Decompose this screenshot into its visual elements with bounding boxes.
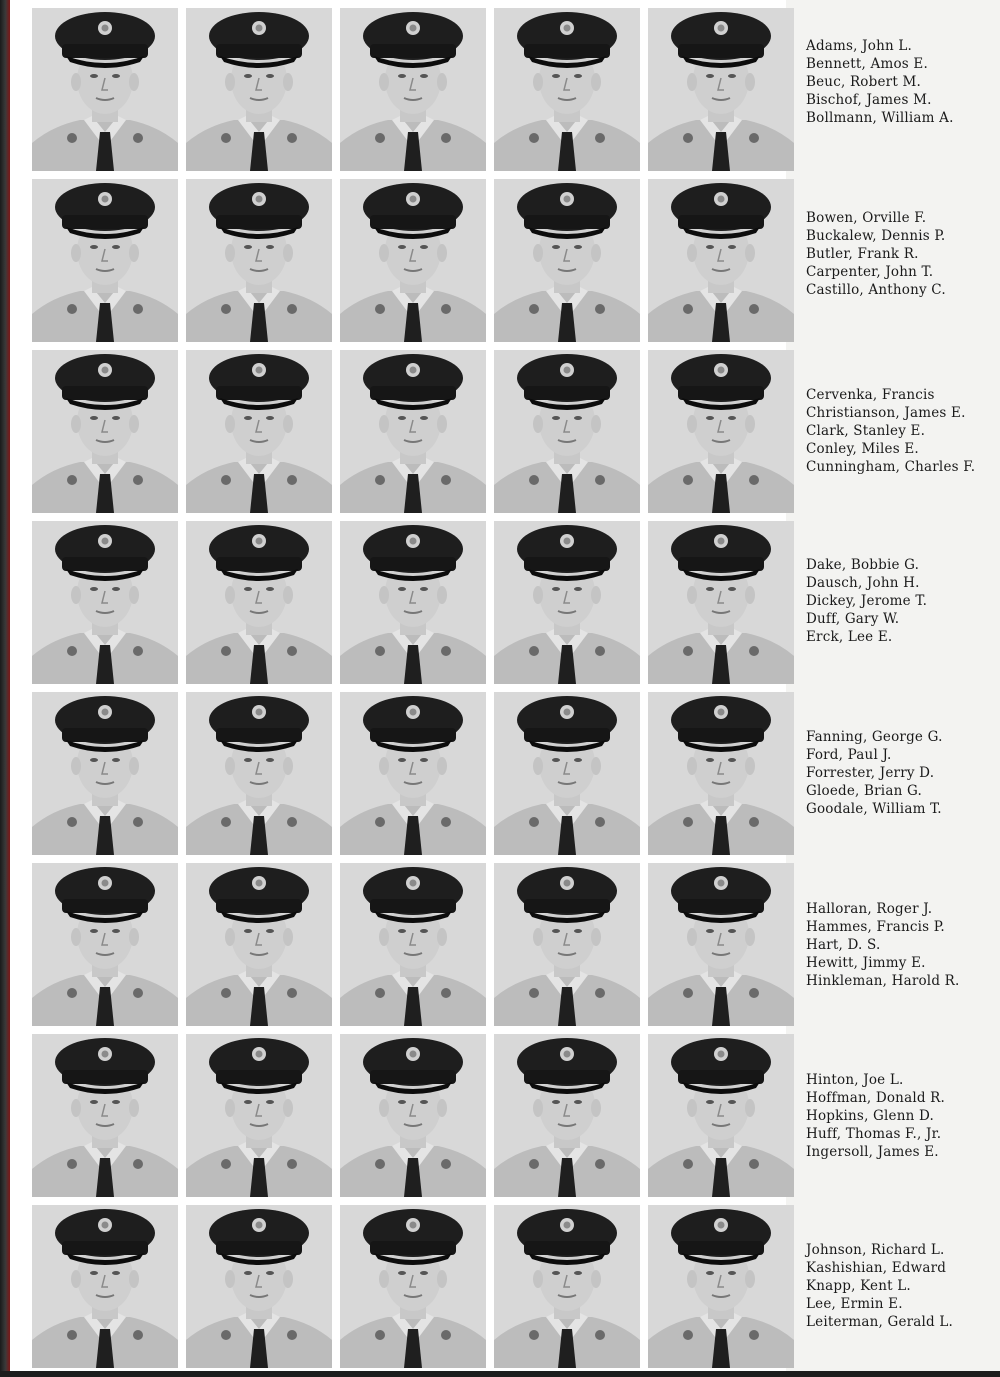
soldier-portrait-icon <box>340 863 486 1026</box>
soldier-portrait-icon <box>494 350 640 513</box>
name-entry: Knapp, Kent L. <box>806 1278 911 1294</box>
name-entry: Goodale, William T. <box>806 801 942 817</box>
name-list <box>806 209 996 299</box>
soldier-portrait-icon <box>32 8 178 171</box>
soldier-portrait-icon <box>648 1205 794 1368</box>
name-entry: Huff, Thomas F., Jr. <box>806 1126 942 1142</box>
name-entry: Hart, D. S. <box>806 937 881 953</box>
soldier-portrait-icon <box>340 8 486 171</box>
soldier-portrait-icon <box>648 350 794 513</box>
name-entry: Erck, Lee E. <box>806 629 893 645</box>
soldier-portrait-icon <box>494 863 640 1026</box>
name-entry: Bennett, Amos E. <box>806 56 928 72</box>
soldier-portrait-icon <box>186 8 332 171</box>
name-entry: Carpenter, John T. <box>806 264 934 280</box>
name-entry: Hewitt, Jimmy E. <box>806 955 926 971</box>
soldier-portrait-icon <box>340 1034 486 1197</box>
photo-grid <box>10 0 786 1377</box>
name-list <box>806 900 996 990</box>
page-bottom-edge <box>0 1371 1000 1377</box>
soldier-portrait-icon <box>648 521 794 684</box>
name-entry: Kashishian, Edward <box>806 1260 947 1276</box>
name-list <box>806 1241 996 1331</box>
name-entry: Bischof, James M. <box>806 92 932 108</box>
soldier-portrait-icon <box>494 1205 640 1368</box>
name-entry: Cervenka, Francis <box>806 387 935 403</box>
name-entry: Dickey, Jerome T. <box>806 593 928 609</box>
name-entry: Leiterman, Gerald L. <box>806 1314 954 1330</box>
portrait-row <box>22 350 782 513</box>
soldier-portrait-icon <box>494 692 640 855</box>
soldier-portrait-icon <box>32 1205 178 1368</box>
soldier-portrait-icon <box>648 8 794 171</box>
soldier-portrait-icon <box>494 1034 640 1197</box>
soldier-portrait-icon <box>32 179 178 342</box>
name-entry: Ford, Paul J. <box>806 747 892 763</box>
soldier-portrait-icon <box>32 350 178 513</box>
name-entry: Hinton, Joe L. <box>806 1072 904 1088</box>
soldier-portrait-icon <box>340 521 486 684</box>
name-entry: Dake, Bobbie G. <box>806 557 920 573</box>
name-entry: Cunningham, Charles F. <box>806 459 976 475</box>
portrait-row <box>22 1205 782 1368</box>
name-entry: Adams, John L. <box>806 38 913 54</box>
name-entry: Conley, Miles E. <box>806 441 919 457</box>
name-entry: Hoffman, Donald R. <box>806 1090 946 1106</box>
name-entry: Hinkleman, Harold R. <box>806 973 960 989</box>
soldier-portrait-icon <box>32 1034 178 1197</box>
name-entry: Forrester, Jerry D. <box>806 765 935 781</box>
name-entry: Dausch, John H. <box>806 575 920 591</box>
name-entry: Clark, Stanley E. <box>806 423 926 439</box>
soldier-portrait-icon <box>648 692 794 855</box>
name-list <box>806 37 996 127</box>
soldier-portrait-icon <box>186 179 332 342</box>
name-entry: Hopkins, Glenn D. <box>806 1108 935 1124</box>
soldier-portrait-icon <box>32 863 178 1026</box>
soldier-portrait-icon <box>186 350 332 513</box>
portrait-row <box>22 8 782 171</box>
name-list <box>806 1071 996 1161</box>
soldier-portrait-icon <box>186 1205 332 1368</box>
portrait-row <box>22 863 782 1026</box>
soldier-portrait-icon <box>494 521 640 684</box>
name-entry: Lee, Ermin E. <box>806 1296 903 1312</box>
soldier-portrait-icon <box>340 350 486 513</box>
name-entry: Christianson, James E. <box>806 405 966 421</box>
name-entry: Johnson, Richard L. <box>806 1242 945 1258</box>
name-entry: Gloede, Brian G. <box>806 783 922 799</box>
portrait-row <box>22 692 782 855</box>
soldier-portrait-icon <box>186 863 332 1026</box>
soldier-portrait-icon <box>186 1034 332 1197</box>
soldier-portrait-icon <box>340 1205 486 1368</box>
soldier-portrait-icon <box>648 1034 794 1197</box>
name-entry: Butler, Frank R. <box>806 246 919 262</box>
name-list <box>806 728 996 818</box>
name-entry: Buckalew, Dennis P. <box>806 228 946 244</box>
soldier-portrait-icon <box>648 179 794 342</box>
soldier-portrait-icon <box>186 692 332 855</box>
portrait-row <box>22 521 782 684</box>
name-entry: Ingersoll, James E. <box>806 1144 939 1160</box>
name-entry: Hammes, Francis P. <box>806 919 945 935</box>
name-entry: Beuc, Robert M. <box>806 74 921 90</box>
soldier-portrait-icon <box>494 179 640 342</box>
soldier-portrait-icon <box>32 521 178 684</box>
name-entry: Duff, Gary W. <box>806 611 900 627</box>
name-entry: Castillo, Anthony C. <box>806 282 946 298</box>
name-list <box>806 386 996 476</box>
name-entry: Bollmann, William A. <box>806 110 954 126</box>
name-list <box>806 556 996 646</box>
soldier-portrait-icon <box>340 179 486 342</box>
soldier-portrait-icon <box>648 863 794 1026</box>
portrait-row <box>22 1034 782 1197</box>
soldier-portrait-icon <box>494 8 640 171</box>
name-entry: Halloran, Roger J. <box>806 901 933 917</box>
portrait-row <box>22 179 782 342</box>
name-entry: Bowen, Orville F. <box>806 210 927 226</box>
soldier-portrait-icon <box>340 692 486 855</box>
name-entry: Fanning, George G. <box>806 729 943 745</box>
soldier-portrait-icon <box>32 692 178 855</box>
soldier-portrait-icon <box>186 521 332 684</box>
